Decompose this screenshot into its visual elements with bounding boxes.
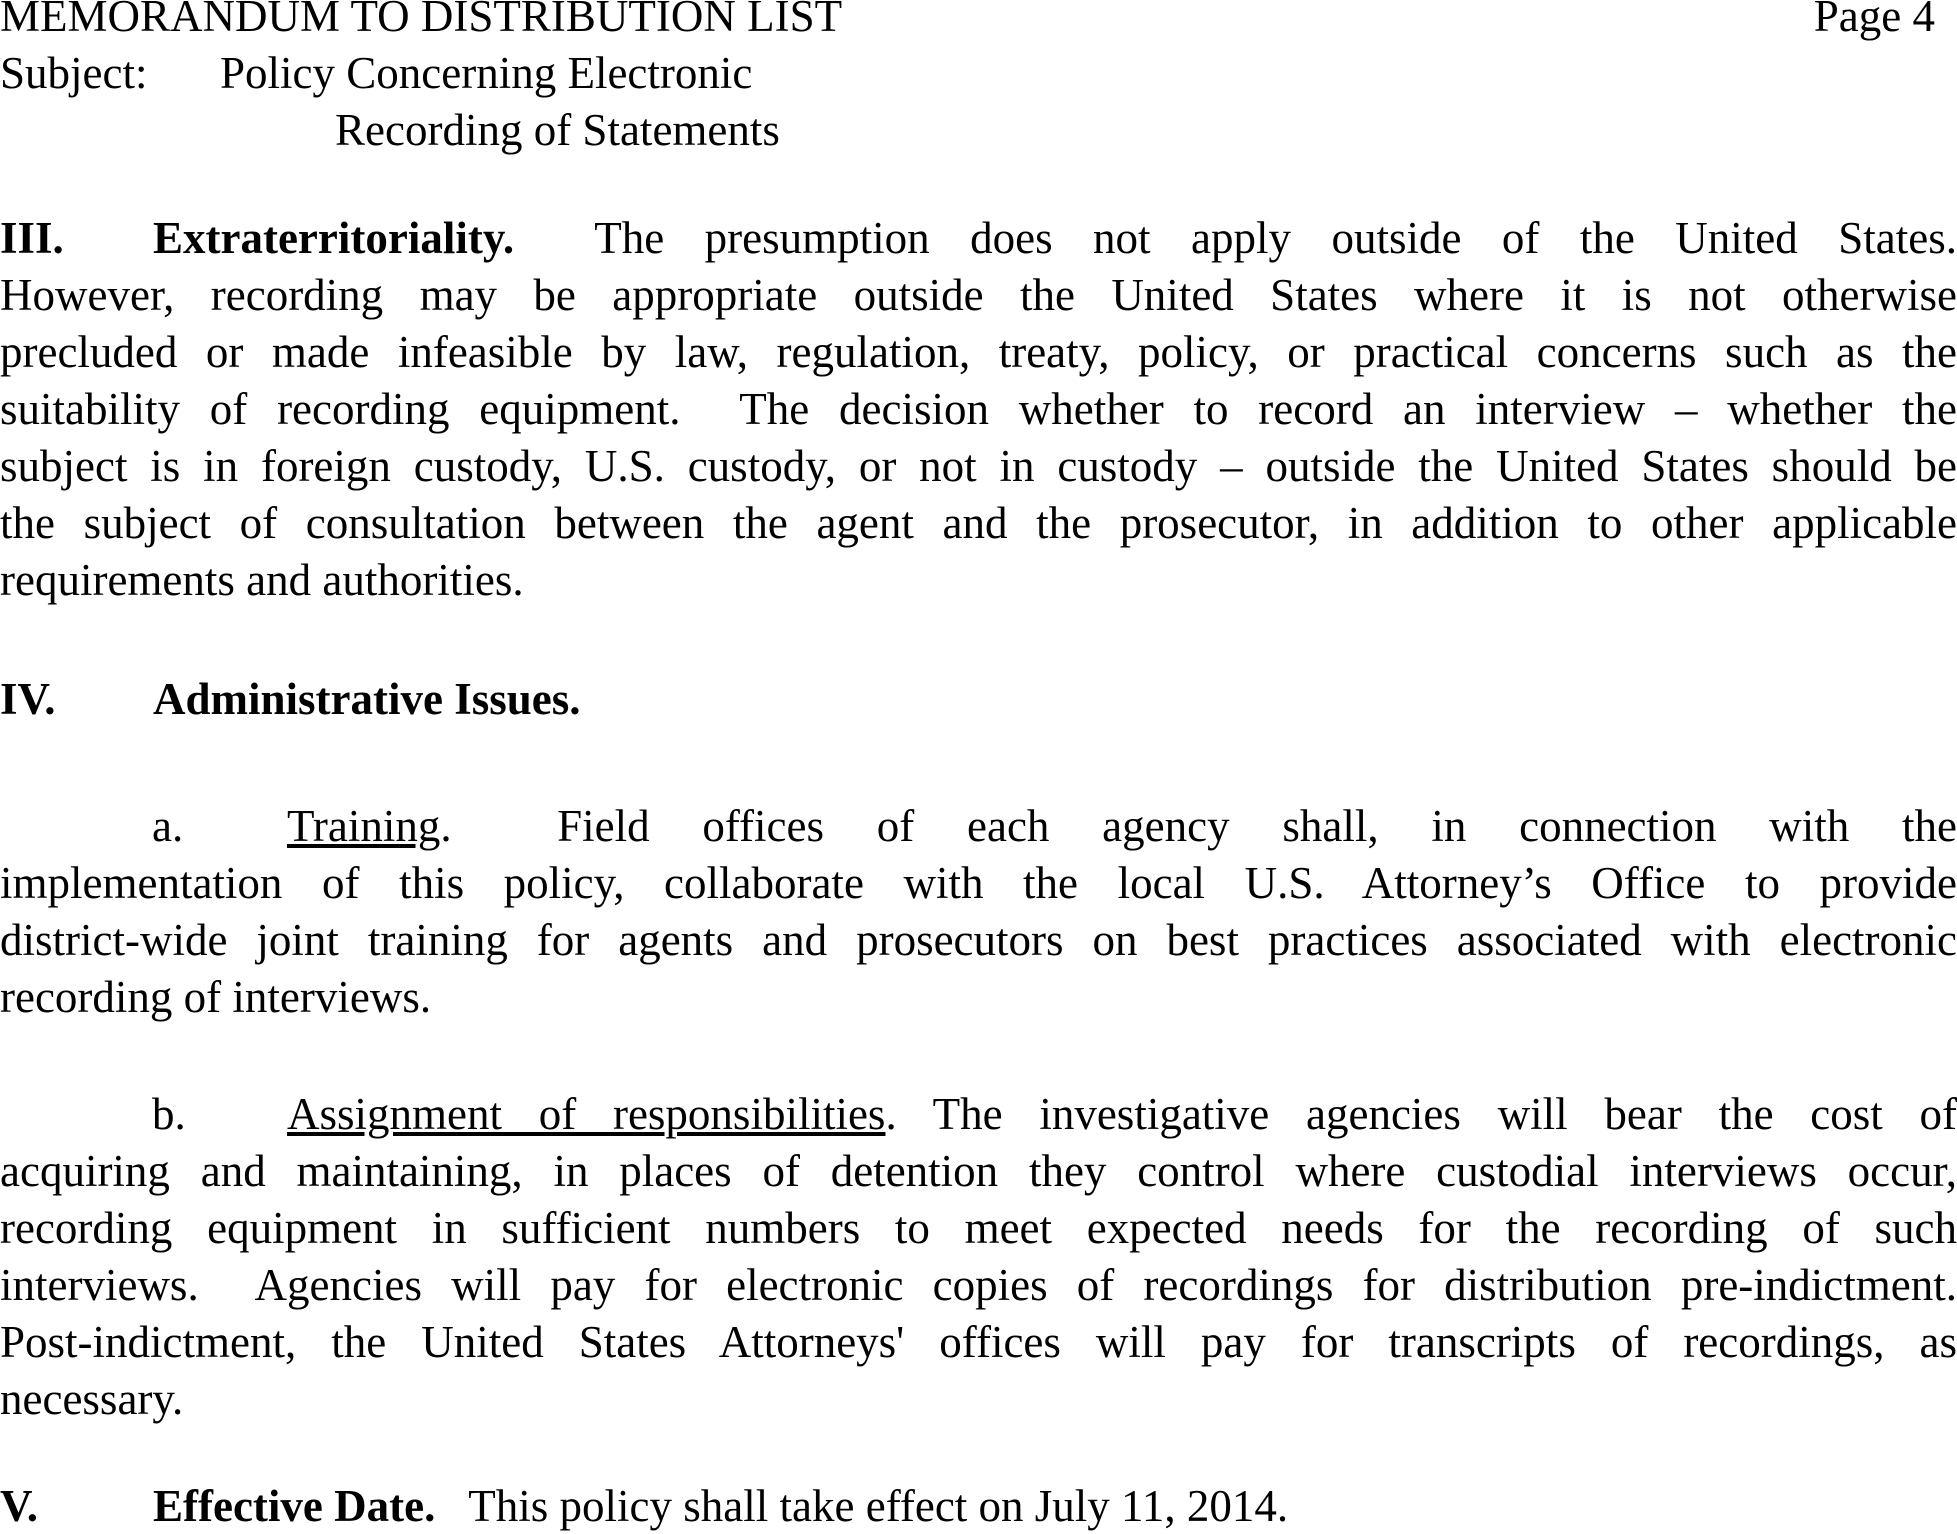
text-segment: necessary. [0, 1374, 184, 1424]
text-segment: suitability of recording equipment. The decision whether to record an interview – whether the [0, 384, 1957, 434]
section-v-effective-date [0, 1478, 1957, 1534]
text-line [0, 1478, 1957, 1534]
text-segment-subnum: b. [152, 1089, 186, 1139]
text-segment: Assignment of responsibilities [287, 1089, 886, 1139]
text-segment: precluded or made infeasible by law, regulation, treaty, policy, or practical concerns such as the [0, 327, 1957, 377]
text-segment: recording equipment in sufficient numbers to meet expected needs for the recording of such [0, 1203, 1957, 1253]
section-iii-extraterritoriality [0, 210, 1957, 609]
text-segment: However, recording may be appropriate outside the United States where it is not otherwise [0, 270, 1957, 320]
subject-row [0, 45, 1957, 102]
text-segment: Extraterritoriality. [153, 213, 515, 263]
item-b-assignment-of-responsibilities [0, 1086, 1957, 1428]
subject-text-line-1: Policy Concerning Electronic [220, 48, 753, 98]
text-segment: Training [287, 801, 441, 851]
text-line [0, 381, 1957, 438]
text-line [0, 267, 1957, 324]
text-segment: subject is in foreign custody, U.S. custody, or not in custody – outside the United States should be [0, 441, 1957, 491]
page-number: Page 4 [1813, 0, 1935, 41]
text-line [0, 210, 1957, 267]
item-a-training [0, 798, 1957, 1026]
text-segment: requirements and authorities. [0, 555, 524, 605]
text-line [0, 495, 1957, 552]
text-line [0, 438, 1957, 495]
header-title-row [0, 0, 1957, 45]
text-segment-secnum: IV. [0, 674, 56, 724]
text-line [0, 1371, 1957, 1428]
text-line [0, 1257, 1957, 1314]
text-line [0, 1143, 1957, 1200]
section-iv-administrative-issues-heading [0, 671, 1957, 728]
text-line [0, 1086, 1957, 1143]
subject-text-line-2: Recording of Statements [335, 105, 780, 155]
text-segment: Effective Date. [153, 1481, 436, 1531]
text-line [0, 855, 1957, 912]
text-segment: the subject of consultation between the agent and the prosecutor, in addition to other applicable [0, 498, 1957, 548]
text-segment: recording of interviews. [0, 972, 432, 1022]
text-segment: district-wide joint training for agents and prosecutors on best practices associated with electronic [0, 915, 1957, 965]
text-line [0, 912, 1957, 969]
text-line [0, 324, 1957, 381]
text-segment: This policy shall take effect on July 11, 2014. [435, 1481, 1289, 1531]
text-segment: interviews. Agencies will pay for electronic copies of recordings for distribution pre-indictment. [0, 1260, 1957, 1310]
document-header [0, 0, 1957, 159]
text-line [0, 1200, 1957, 1257]
document-body [0, 210, 1957, 1534]
text-segment: Administrative Issues. [153, 674, 581, 724]
document-title: MEMORANDUM TO DISTRIBUTION LIST [0, 0, 843, 41]
subject-label: Subject: [0, 48, 148, 98]
text-line [0, 798, 1957, 855]
text-segment: The presumption does not apply outside of the United States. [514, 213, 1957, 263]
text-segment-secnum: V. [0, 1481, 38, 1531]
text-segment: Post-indictment, the United States Attorneys' offices will pay for transcripts of recordings, as [0, 1317, 1957, 1367]
text-segment-secnum: III. [0, 213, 64, 263]
text-line [0, 552, 1957, 609]
text-segment: implementation of this policy, collaborate with the local U.S. Attorney’s Office to provide [0, 858, 1957, 908]
text-segment: acquiring and maintaining, in places of detention they control where custodial interviews occur, [0, 1146, 1957, 1196]
text-segment: . The investigative agencies will bear the cost of [885, 1089, 1957, 1139]
text-segment-subnum: a. [152, 801, 184, 851]
text-line [0, 969, 1957, 1026]
text-line [0, 671, 1957, 728]
text-line [0, 1314, 1957, 1371]
subject-row-continuation [0, 102, 1957, 159]
text-segment: . Field offices of each agency shall, in connection with the [440, 801, 1957, 851]
